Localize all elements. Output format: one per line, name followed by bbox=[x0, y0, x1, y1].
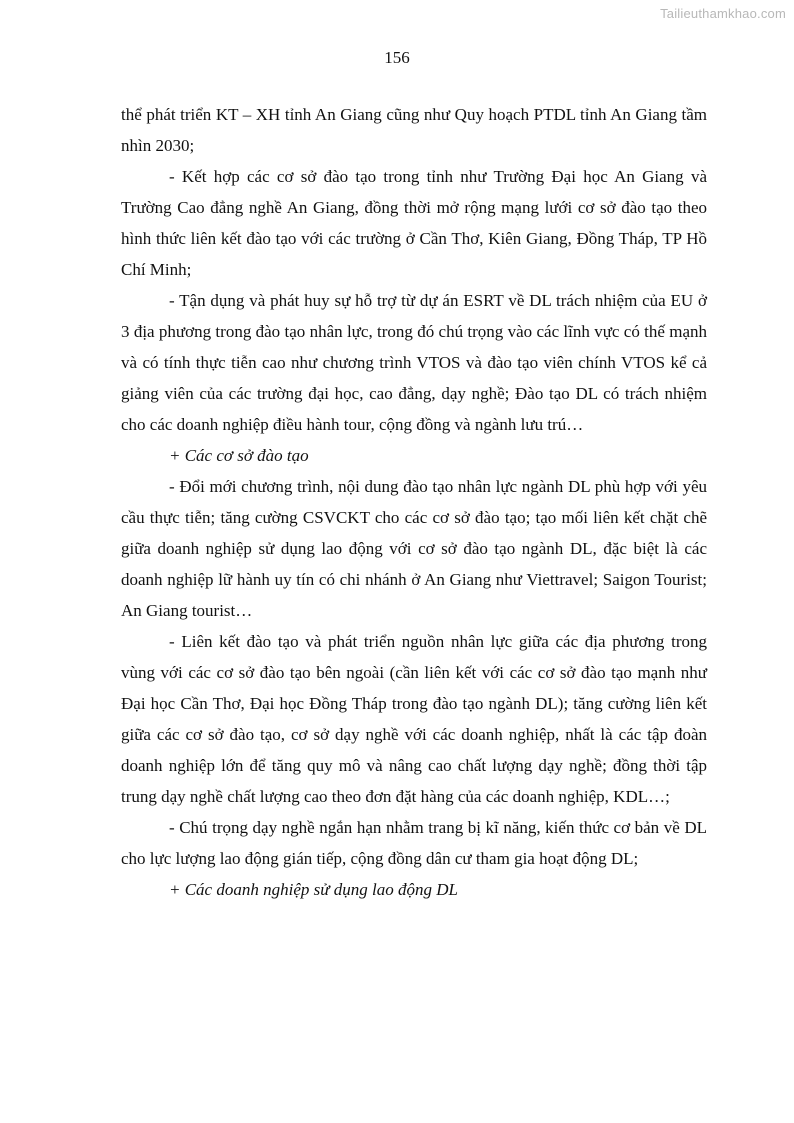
watermark: Tailieuthamkhao.com bbox=[660, 6, 786, 21]
paragraph-regional-linkage: - Liên kết đào tạo và phát triển nguồn nhân lực giữa các địa phương trong vùng với các cơ sở đào tạo bên ngoài (cần liên kết với các cơ sở đào tạo mạnh như Đại học Cần Thơ, Đại học Đồng Tháp trong đào tạo ngành DL); tăng cường liên kết giữa các cơ sở đào tạo, cơ sở dạy nghề với các doanh nghiệp, nhất là các tập đoàn doanh nghiệp lớn để tăng quy mô và nâng cao chất lượng dạy nghề; đồng thời tập trung dạy nghề chất lượng cao theo đơn đặt hàng của các doanh nghiệp, KDL…; bbox=[121, 632, 707, 806]
paragraph-training-cooperation: - Kết hợp các cơ sở đào tạo trong tỉnh như Trường Đại học An Giang và Trường Cao đẳng nghề An Giang, đồng thời mở rộng mạng lưới cơ sở đào tạo theo hình thức liên kết đào tạo với các trường ở Cần Thơ, Kiên Giang, Đồng Tháp, TP Hồ Chí Minh; bbox=[121, 167, 707, 279]
subheading-training-institutions: + Các cơ sở đào tạo bbox=[169, 446, 309, 465]
paragraph-continuation: thể phát triển KT – XH tỉnh An Giang cũng như Quy hoạch PTDL tỉnh An Giang tầm nhìn 2030; bbox=[121, 105, 707, 155]
paragraph-curriculum-innovation: - Đổi mới chương trình, nội dung đào tạo nhân lực ngành DL phù hợp với yêu cầu thực tiễn; tăng cường CSVCKT cho các cơ sở đào tạo; tạo mối liên kết chặt chẽ giữa doanh nghiệp sử dụng lao động với cơ sở đào tạo ngành DL, đặc biệt là các doanh nghiệp lữ hành uy tín có chi nhánh ở An Giang như Viettravel; Saigon Tourist; An Giang tourist… bbox=[121, 477, 707, 620]
paragraph-short-term-training: - Chú trọng dạy nghề ngắn hạn nhằm trang bị kĩ năng, kiến thức cơ bản về DL cho lực lượng lao động gián tiếp, cộng đồng dân cư tham gia hoạt động DL; bbox=[121, 818, 707, 868]
document-body bbox=[121, 99, 707, 905]
subheading-employers: + Các doanh nghiệp sử dụng lao động DL bbox=[169, 880, 458, 899]
paragraph-esrt-support: - Tận dụng và phát huy sự hỗ trợ từ dự án ESRT về DL trách nhiệm của EU ở 3 địa phương trong đào tạo nhân lực, trong đó chú trọng vào các lĩnh vực có thế mạnh và có tính thực tiễn cao như chương trình VTOS và đào tạo viên chính VTOS kể cả giảng viên của các trường đại học, cao đẳng, dạy nghề; Đào tạo DL có trách nhiệm cho các doanh nghiệp điều hành tour, cộng đồng và ngành lưu trú… bbox=[121, 291, 707, 434]
page-number: 156 bbox=[384, 48, 410, 67]
